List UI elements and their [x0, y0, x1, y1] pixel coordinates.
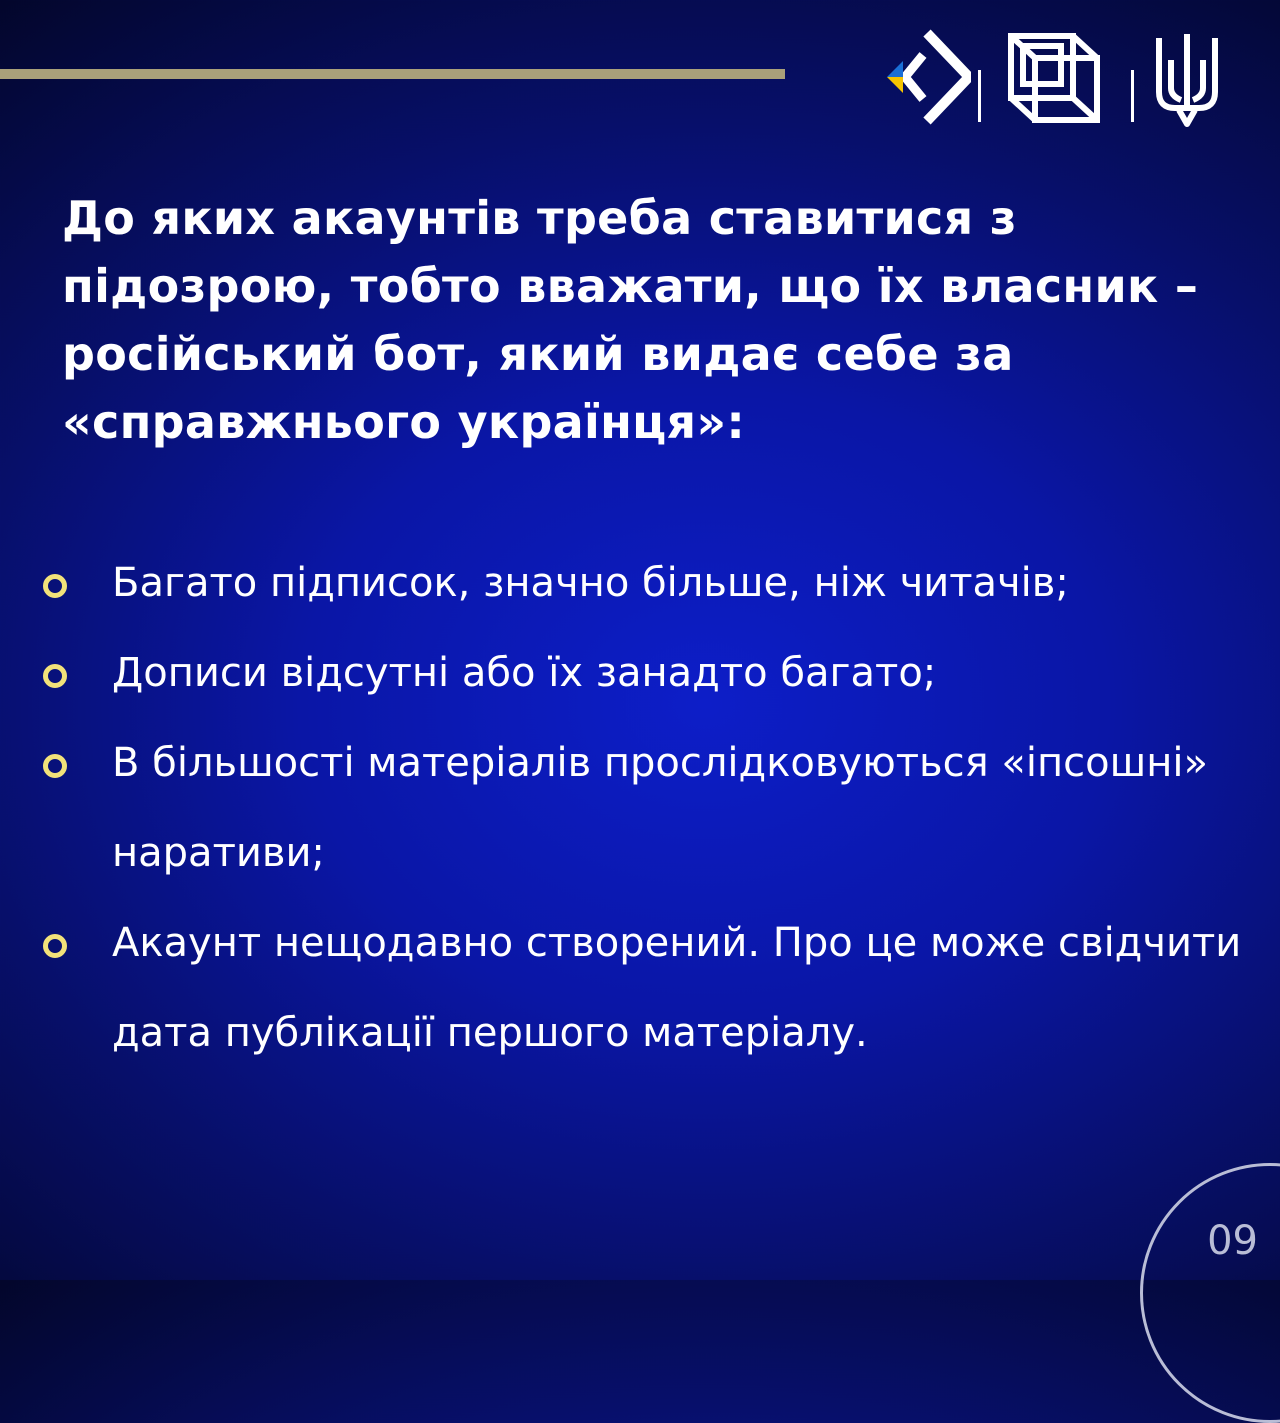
bullet-text: Дописи відсутні або їх занадто багато;	[112, 650, 937, 696]
bullet-circle-icon	[43, 754, 67, 778]
list-item	[40, 898, 1250, 1078]
bullet-circle-icon	[43, 574, 67, 598]
top-decorative-rule	[0, 69, 785, 79]
list-item	[40, 538, 1250, 628]
list-item	[40, 628, 1250, 718]
page-number: 09	[1207, 1218, 1258, 1264]
page-number-circle	[1140, 1163, 1280, 1423]
list-item	[40, 718, 1250, 898]
bullet-circle-icon	[43, 664, 67, 688]
header-logos	[880, 20, 1240, 130]
logo-separator	[1131, 70, 1134, 122]
arrow-bracket-logo-icon	[879, 25, 971, 129]
bullet-circle-icon	[43, 934, 67, 958]
ukraine-trident-icon	[1155, 30, 1219, 128]
bullet-list	[40, 538, 1250, 1078]
bullet-text: Багато підписок, значно більше, ніж читачів;	[112, 560, 1069, 606]
headline: До яких акаунтів треба ставитися з підозрою, тобто вважати, що їх власник – російський бот, який видає себе за «справжнього українця»:	[62, 191, 1199, 449]
logo-separator	[978, 70, 981, 122]
bullet-text: В більшості матеріалів прослідковуються «іпсошні» наративи;	[112, 740, 1208, 876]
bullet-text: Акаунт нещодавно створений. Про це може свідчити дата публікації першого матеріалу.	[112, 920, 1242, 1056]
impossible-cube-logo-icon	[1005, 22, 1105, 130]
